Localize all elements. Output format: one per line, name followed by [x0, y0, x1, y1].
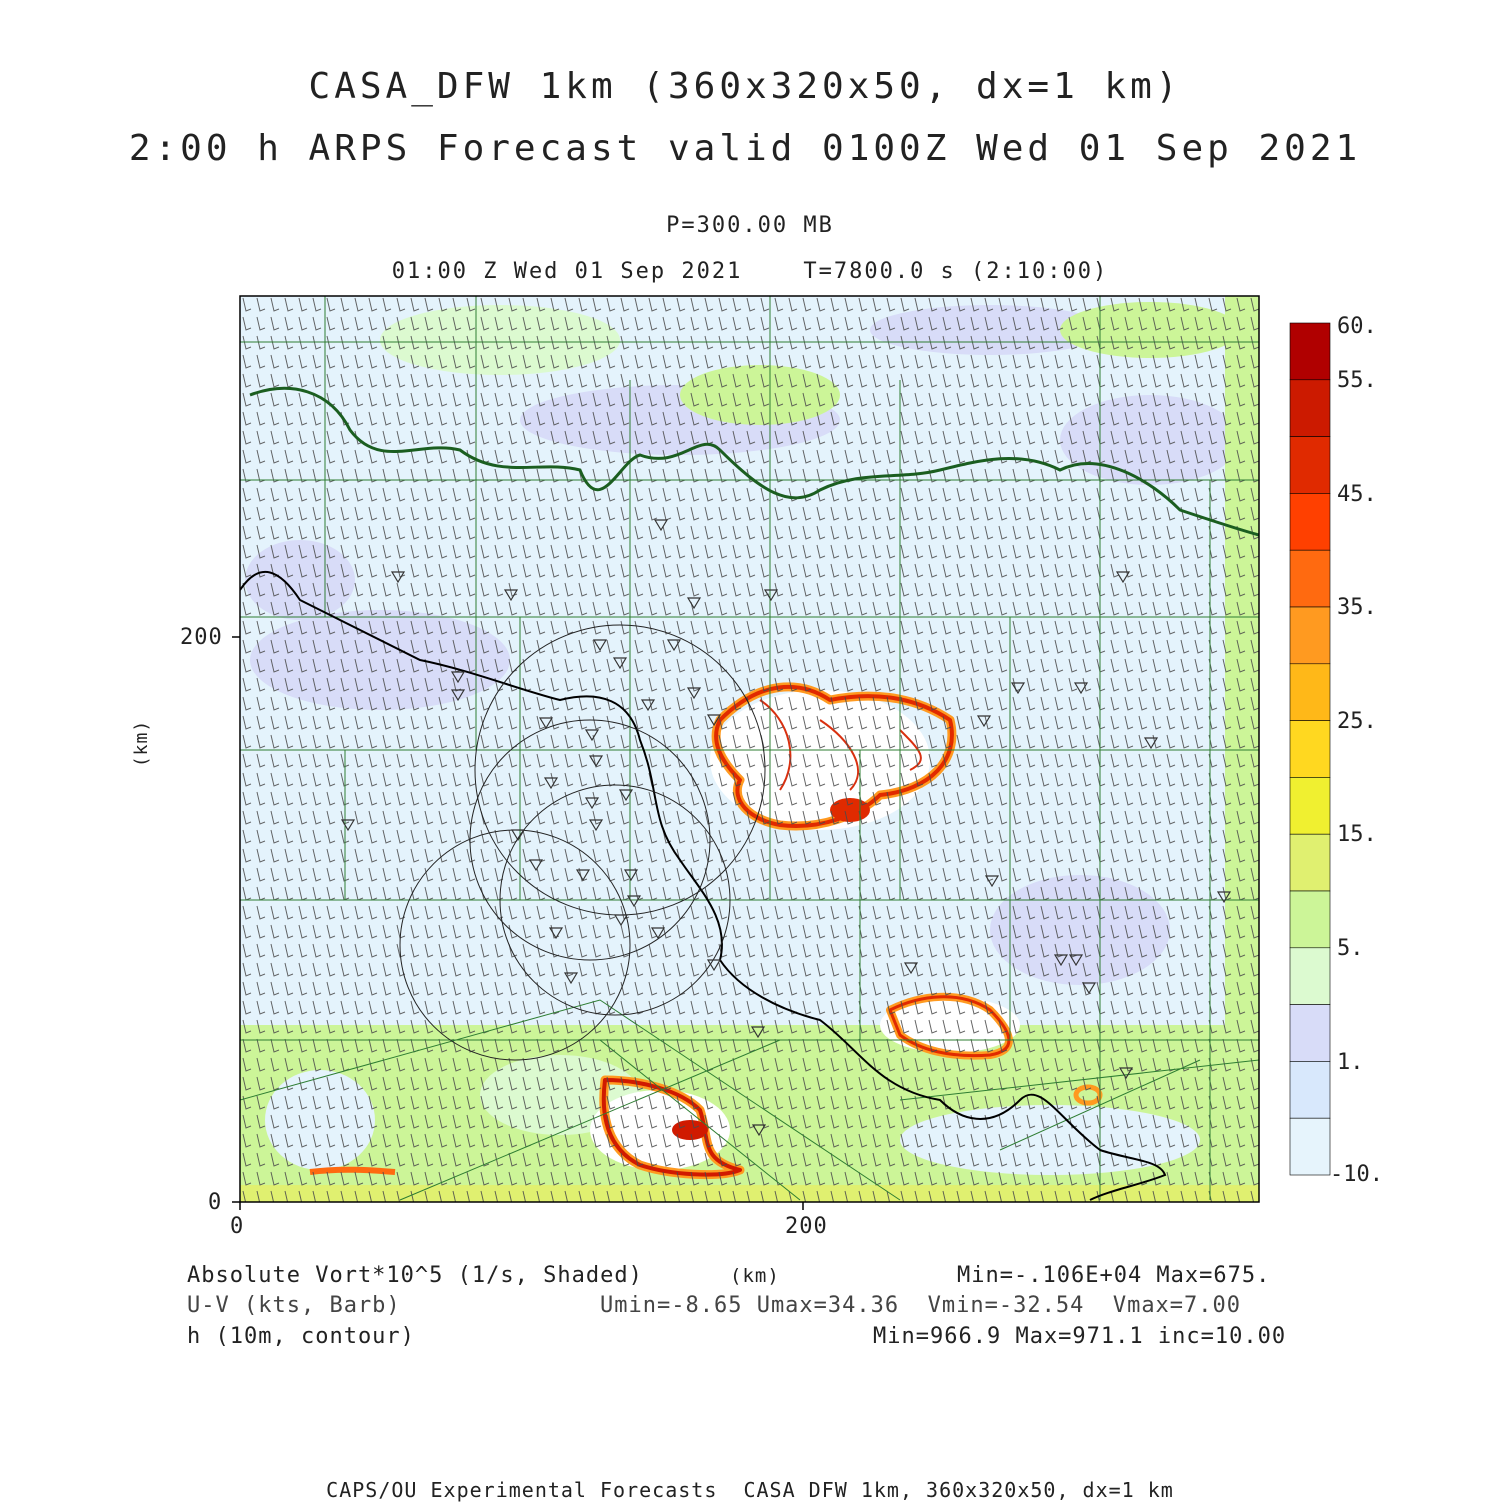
colorbar-label: 1.: [1337, 1050, 1364, 1075]
colorbar-label: 25.: [1337, 709, 1377, 734]
colorbar-label: 15.: [1337, 822, 1377, 847]
field1-name: Absolute Vort*10^5 (1/s, Shaded): [187, 1263, 643, 1288]
colorbar-swatch: [1290, 1005, 1330, 1062]
field2-stats: Umin=-8.65 Umax=34.36 Vmin=-32.54 Vmax=7.00: [600, 1293, 1242, 1318]
colorbar-swatch: [1290, 437, 1330, 494]
colorbar-swatch: [1290, 493, 1330, 550]
colorbar-swatch: [1290, 1118, 1330, 1175]
colorbar: [1290, 323, 1330, 1175]
field3-stats: Min=966.9 Max=971.1 inc=10.00: [873, 1324, 1287, 1349]
x-tick-200: 200: [785, 1214, 828, 1239]
colorbar-label: 35.: [1337, 595, 1377, 620]
colorbar-swatch: [1290, 664, 1330, 721]
vorticity-shading: [240, 296, 1259, 1202]
colorbar-swatch: [1290, 380, 1330, 437]
colorbar-swatch: [1290, 323, 1330, 380]
title-line-1: CASA_DFW 1km (360x320x50, dx=1 km): [308, 66, 1182, 107]
colorbar-label: 55.: [1337, 368, 1377, 393]
colorbar-swatch: [1290, 948, 1330, 1005]
colorbar-label: 60.: [1337, 314, 1377, 339]
y-tick-0: 0: [208, 1190, 223, 1215]
colorbar-swatch: [1290, 777, 1330, 834]
colorbar-label: -10.: [1330, 1162, 1383, 1187]
colorbar-label: 45.: [1337, 482, 1377, 507]
credit-line: CAPS/OU Experimental Forecasts CASA DFW 1km, 360x320x50, dx=1 km: [326, 1478, 1174, 1502]
colorbar-label: 5.: [1337, 936, 1364, 961]
colorbar-swatch: [1290, 607, 1330, 664]
y-tick-200: 200: [180, 625, 223, 650]
colorbar-swatch: [1290, 834, 1330, 891]
field3-name: h (10m, contour): [187, 1324, 415, 1349]
colorbar-swatch: [1290, 550, 1330, 607]
title-line-2: 2:00 h ARPS Forecast valid 0100Z Wed 01 Sep 2021: [128, 128, 1362, 169]
x-tick-0: 0: [230, 1214, 245, 1239]
field1-stats: Min=-.106E+04 Max=675.: [957, 1263, 1271, 1288]
colorbar-swatch: [1290, 1061, 1330, 1118]
colorbar-swatch: [1290, 721, 1330, 778]
x-axis-label: (km): [730, 1265, 780, 1287]
y-axis-label: (km): [131, 719, 153, 768]
colorbar-swatch: [1290, 891, 1330, 948]
valid-time-label: 01:00 Z Wed 01 Sep 2021 T=7800.0 s (2:10:00): [391, 259, 1109, 284]
level-label: P=300.00 MB: [666, 213, 834, 238]
field2-name: U-V (kts, Barb): [187, 1293, 401, 1318]
